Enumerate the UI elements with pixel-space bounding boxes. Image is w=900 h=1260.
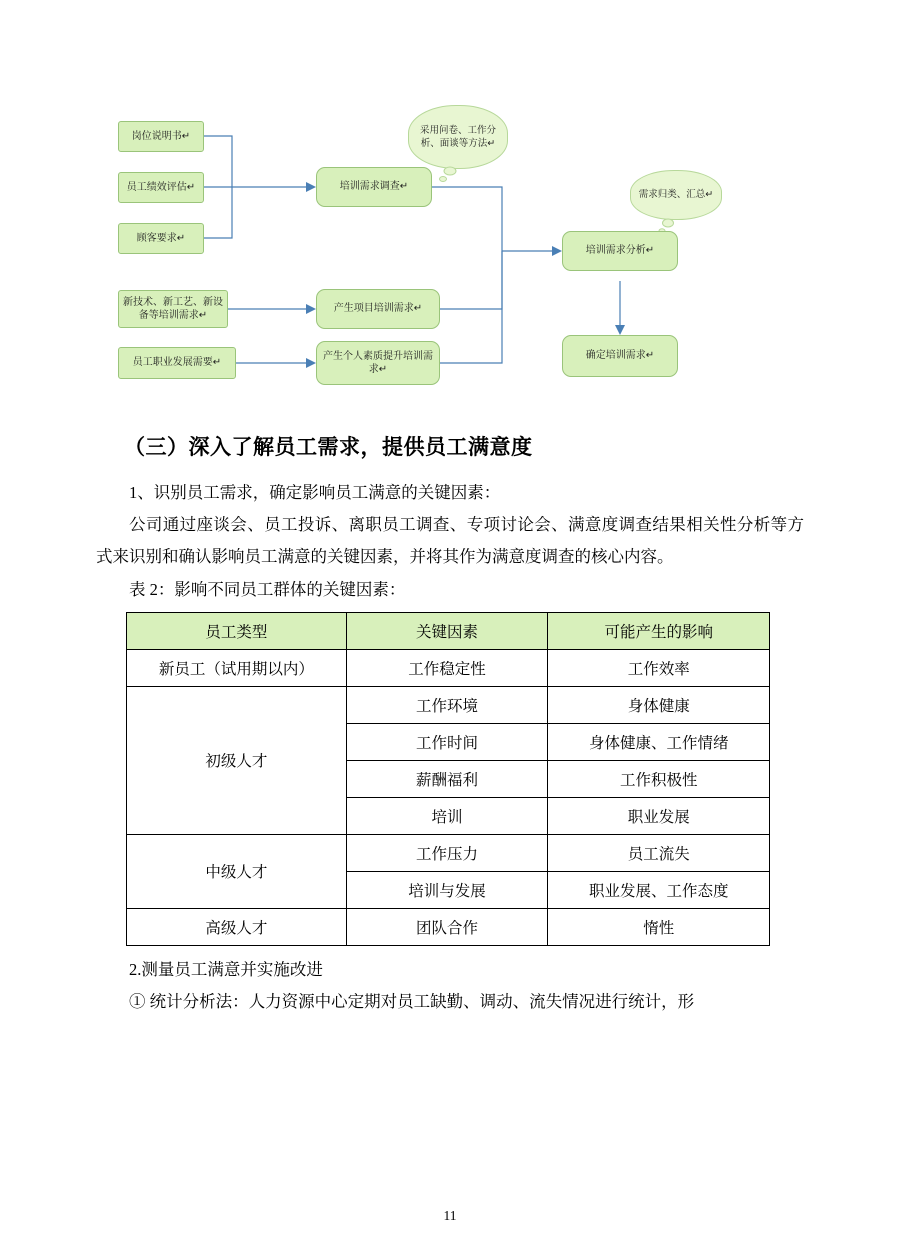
- node-confirm-training-need: [562, 335, 678, 377]
- cell-key-factor: 工作稳定性: [346, 649, 548, 686]
- document-page: [0, 95, 900, 1260]
- node-performance-evaluation-label: 员工绩效评估↵: [126, 181, 196, 193]
- cell-employee-type: 高级人才: [127, 908, 347, 945]
- paragraph-identify-needs: 1、识别员工需求，确定影响员工满意的关键因素：: [129, 483, 501, 502]
- cell-impact: 职业发展、工作态度: [548, 871, 770, 908]
- table-caption: 表 2：影响不同员工群体的关键因素：: [129, 579, 406, 599]
- paragraph-statistical-analysis: ① 统计分析法：人力资源中心定期对员工缺勤、调动、流失情况进行统计，形: [129, 991, 695, 1011]
- callout-classify-summary-label: 需求归类、汇总↵: [638, 189, 714, 201]
- cell-impact: 员工流失: [548, 834, 770, 871]
- cell-key-factor: 培训: [346, 797, 548, 834]
- node-customer-requirement-label: 顾客要求↵: [136, 232, 186, 244]
- training-needs-flow-diagram: [110, 95, 818, 425]
- node-job-description: [118, 121, 204, 152]
- table-header-employee-type: 员工类型: [127, 612, 347, 649]
- node-performance-evaluation: [118, 172, 204, 203]
- callout-classify-summary: [630, 170, 722, 220]
- paragraph-company-methods: 公司通过座谈会、员工投诉、离职员工调查、专项讨论会、满意度调查结果相关性分析等方式来识别和确认影响员工满意的关键因素，并将其作为满意度调查的核心内容。: [96, 515, 804, 567]
- cell-impact: 工作效率: [548, 649, 770, 686]
- table-row: [127, 834, 770, 871]
- node-customer-requirement: [118, 223, 204, 254]
- node-training-needs-analysis: [562, 231, 678, 271]
- table-row: [127, 686, 770, 723]
- cell-impact: 职业发展: [548, 797, 770, 834]
- callout-survey-methods-label: 采用问卷、工作分析、面谈等方法↵: [419, 124, 496, 149]
- node-job-description-label: 岗位说明书↵: [131, 130, 191, 142]
- node-personal-quality-training-need: [316, 341, 440, 385]
- cell-key-factor: 培训与发展: [346, 871, 548, 908]
- table-header-row: [127, 612, 770, 649]
- node-new-technology-training-need: [118, 290, 228, 328]
- node-project-training-need: [316, 289, 440, 329]
- paragraph-measure-satisfaction: 2.测量员工满意并实施改进: [129, 959, 323, 979]
- cell-key-factor: 团队合作: [346, 908, 548, 945]
- callout-survey-methods-tail: [440, 165, 480, 191]
- section-heading: （三）深入了解员工需求，提供员工满意度: [124, 436, 533, 459]
- table-row: [127, 649, 770, 686]
- cell-key-factor: 工作环境: [346, 686, 548, 723]
- cell-impact: 工作积极性: [548, 760, 770, 797]
- node-training-needs-analysis-label: 培训需求分析↵: [585, 245, 655, 257]
- key-factors-table: [126, 612, 770, 946]
- node-new-technology-training-need-label: 新技术、新工艺、新设备等培训需求↵: [123, 296, 223, 321]
- cell-employee-type: 新员工（试用期以内）: [127, 649, 347, 686]
- table-header-key-factor: 关键因素: [346, 612, 548, 649]
- cell-impact: 惰性: [548, 908, 770, 945]
- node-project-training-need-label: 产生项目培训需求↵: [333, 303, 423, 315]
- cell-key-factor: 工作压力: [346, 834, 548, 871]
- node-personal-quality-training-need-label: 产生个人素质提升培训需求↵: [323, 350, 433, 375]
- node-training-needs-survey: [316, 167, 432, 207]
- cell-employee-type: 中级人才: [127, 834, 347, 908]
- node-career-development-need-label: 员工职业发展需要↵: [132, 357, 222, 369]
- node-career-development-need: [118, 347, 236, 379]
- cell-impact: 身体健康、工作情绪: [548, 723, 770, 760]
- table-header-impact: 可能产生的影响: [548, 612, 770, 649]
- cell-key-factor: 薪酬福利: [346, 760, 548, 797]
- page-number: 11: [443, 1208, 457, 1223]
- node-confirm-training-need-label: 确定培训需求↵: [585, 350, 655, 362]
- cell-employee-type: 初级人才: [127, 686, 347, 834]
- table-row: [127, 908, 770, 945]
- callout-survey-methods: [408, 105, 508, 169]
- cell-impact: 身体健康: [548, 686, 770, 723]
- node-training-needs-survey-label: 培训需求调查↵: [339, 181, 409, 193]
- cell-key-factor: 工作时间: [346, 723, 548, 760]
